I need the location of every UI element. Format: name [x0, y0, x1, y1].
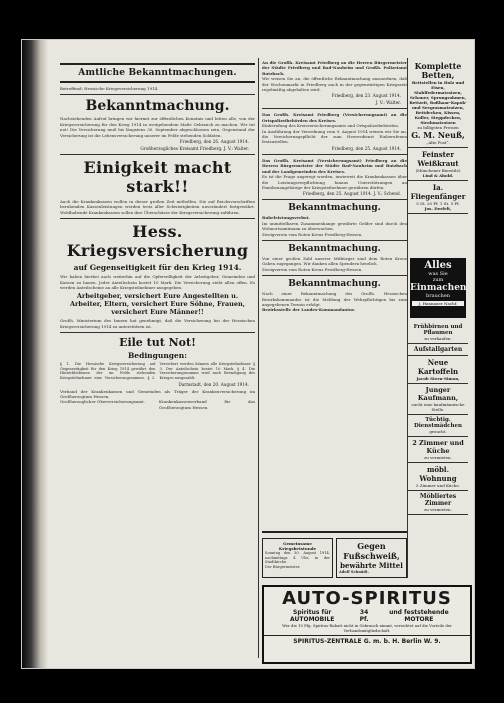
footer-signatory: Krankenkassenverband für das Großherzogtum Hessen. — [159, 399, 255, 410]
ad-title: AUTO-SPIRITUS — [282, 588, 452, 609]
ad-heading: Komplette Betten, — [414, 61, 462, 80]
notice-signature: Zweigverein vom Roten Kreuz Friedberg-Hessen. — [262, 266, 363, 272]
ad-company: Jacob Stern-Simon, — [416, 376, 460, 381]
ad-text: was Sie — [428, 271, 448, 277]
small-ads-row — [262, 528, 407, 583]
signature-date: Darmstadt, den 20. August 1914. — [178, 381, 249, 387]
heading-bekanntmachung: Bekanntmachung. — [288, 243, 381, 254]
ad-text: zum — [432, 277, 444, 283]
ad-kartoffeln — [408, 356, 468, 384]
ad-auto-spiritus — [262, 585, 472, 664]
ad-text: zu vermieten. — [424, 455, 452, 460]
appeal-text: Arbeitgeber, versichert Eure Angestellten u. Arbeiter, Eltern, versichert Eure Söhne, Frauen, versichert Eure Männer!! — [69, 292, 246, 317]
column-rule — [258, 58, 259, 658]
ad-heading: 2 Zimmer und Küche — [412, 439, 464, 455]
ad-heading: Aufstallgarten — [413, 346, 463, 353]
notice-heading: Das Großh. Kreisamt Friedberg (Versicherungsamt) an die Ortspolizeibehörden des Kreises. — [262, 112, 407, 123]
ad-text: zu verkaufen. — [424, 336, 452, 341]
subheading-gegenseitigkeit: auf Gegenseitigkeit für den Krieg 1914. — [73, 263, 242, 273]
divider — [60, 81, 255, 83]
ad-zimmer-kueche — [408, 437, 468, 463]
ad-heading: Ia. Fliegenfänger — [410, 183, 466, 201]
ad-subtext: Wer die 10 Pfg. Spiritus-Rabatt nicht in Gebrauch nimmt, verzichtet auf die Vorteile der Verbandsmitgliedschaft. — [282, 623, 452, 633]
signature-date: Friedberg, den 26. August 1914. — [179, 139, 249, 145]
ad-heading: Möbliertes Zimmer — [419, 493, 457, 507]
notice-text: Von einer großen Zahl unserer Mitbürger sind dem Roten Kreuz Gaben zugegangen. Wir danken allen Spendern herzlich. — [262, 255, 407, 267]
ad-company: Jos. Derfelt, — [424, 206, 452, 211]
footer-signatory: Großherzoglicher Oberversicherungsamt. — [60, 399, 145, 405]
ad-signature: Der Bürgermeister. — [265, 564, 301, 569]
notice-signature: Zweigverein vom Roten Kreuz Friedberg-Hessen. — [262, 231, 363, 237]
ad-text: (Münchener Bierstile) — [415, 168, 461, 173]
article-text: Großh. Ministerium des Innern hat genehmigt, daß die Versicherung bei der Hessischen Kriegsversicherung 1914 zu unterstützen ist. — [60, 318, 255, 329]
ad-heading: Alles — [424, 260, 452, 271]
heading-bedingungen: Bedingungen: — [127, 351, 188, 361]
ad-fussschweiss — [336, 538, 407, 578]
column-left — [60, 60, 255, 656]
heading-eile: Eile tut Not! — [119, 336, 196, 350]
notice-text: Nach einer Bekanntmachung des Großh. Hessischen Bezirkskommandos ist die Meldung der Wehrpflichtigen bis zum angegebenen Termin erfolgt. — [262, 291, 407, 307]
ad-signature: Adolf Schmidt. — [339, 570, 369, 574]
heading-kriegsversicherung: Hess. Kriegsversicherung — [66, 222, 249, 261]
small-ads — [262, 536, 407, 580]
signature-date: Friedberg, den 23. August 1914. — [331, 93, 401, 99]
ad-company: Lind & Abold. — [422, 173, 454, 178]
ad-heading: Neue Kartoffeln — [417, 358, 459, 376]
ad-text: 5 St. 20 Pf. 1 St. 5 Pf. — [416, 201, 460, 206]
notice-subheading: Ruheleistungsverbot. — [262, 215, 310, 221]
ad-kriegsbetstunde — [262, 538, 333, 578]
article-text: Nachstehenden Aufruf bringen wir hiermit zur öffentlichen Kenntnis und bitten alle, von der Kriegsversicherung für den Krieg 1914 in weitgehendem Maße Gebrauch zu machen. Wir tut not! Die Versicherung muß bis längstens 30. September abgeschlossen sein. Gegenstand der Versicherung ist die Lebensversicherung unserer im Felde stehenden Soldaten. — [60, 116, 255, 138]
heading-einigkeit: Einigkeit macht stark!! — [83, 158, 232, 197]
ad-betten — [408, 60, 468, 148]
footer-verband: Verband der Krankenkassen und Gemeinden als Träger der Krankenversicherung im Großherzogtum Hessen. — [60, 388, 255, 400]
ad-address: „Alte Post“. — [426, 140, 450, 145]
notice-signature: Bezirksstelle der Landes-Kommandantur. — [262, 307, 356, 313]
ad-text: sucht eine kaufmännische Stelle. — [411, 402, 465, 412]
heading-bekanntmachung: Bekanntmachung. — [85, 98, 230, 115]
divider — [60, 154, 255, 155]
notice-text: Wir weisen Sie an, die öffentliche Bekanntmachung anzuordnen, daß der Wochenmarkt in Friedberg auch in der gegenwärtigen Kriegszeit regelmäßig abgehalten wird. — [262, 76, 407, 93]
ad-heading: Tüchtig. Dienstmädchen — [413, 417, 463, 429]
ad-text: 5 Zimmer und Küche. — [416, 483, 460, 488]
ad-text: Sonntag den 30. August 1914, nachmittags 4 Uhr, in der Stadtkirche. — [265, 551, 330, 565]
signature-date: Friedberg, den 25. August 1914. J. V.: Schend. — [302, 191, 401, 197]
ad-weisskraut — [408, 148, 468, 181]
ad-heading: möbl. Wohnung — [419, 465, 457, 483]
ad-fruehbirnen — [408, 322, 468, 344]
column-middle — [262, 60, 407, 470]
ad-text: bewährte Mittel — [340, 561, 403, 570]
footer-signatories — [60, 399, 255, 410]
ad-company: J. Hannauer Nachf. — [412, 301, 464, 306]
ad-left-text: Spiritus für AUTOMOBILE — [290, 609, 335, 623]
ad-heading: Junger Kaufmann, — [417, 386, 459, 402]
ad-heading: Feinster Weißkraut — [417, 150, 459, 168]
divider — [262, 108, 407, 109]
ad-text: zu vermieten. — [424, 507, 452, 512]
ad-fliegenfaenger — [408, 181, 468, 214]
notice-text: Es ist die Frage angeregt worden, inwieweit die Krankenkassen über die Leistungsverpflichtung hinaus Unterstützungen an Familienangehörige der Kriegsteilnehmer gewähren dürfen. — [262, 174, 407, 190]
divider — [60, 63, 255, 65]
ad-heading: Frühbirnen und Pflaumen — [413, 324, 463, 336]
notice-text: In Ausführung der Verordnung vom 9. August 1914 weisen wir Sie an, die Versicherungspflicht der zum Heeresdienst Einberufenen festzustellen. — [262, 128, 407, 145]
subject-line: Betreffend: Hessische Kriegsversicherung 1914. — [60, 86, 159, 91]
divider — [262, 240, 407, 241]
divider — [262, 531, 407, 533]
column-ads-lower — [408, 322, 468, 582]
ad-note: zu billigsten Preisen — [417, 125, 459, 130]
ad-company: G. M. Neuß, — [411, 130, 465, 140]
divider — [60, 94, 255, 95]
conditions-text: § 1. Die Hessische Kriegsversicherung auf Gegenseitigkeit für den Krieg 1914 gewährt den Hinterbliebenen der im Felde stehenden Kriegsteilnehmer eine Versicherungssumme. § 2. Versichert werden können alle Kriegsteilnehmer. § 3. Der Anteilschein kostet 10 Mark. § 4. Die Versicherungssumme wird nach Beendigung des Krieges ausgezahlt. — [60, 362, 255, 381]
divider — [60, 218, 255, 219]
ad-heading: Einmachen — [410, 283, 467, 293]
ad-moebliertes-zimmer — [408, 491, 468, 515]
article-text: Auch die Krankenkassen wollen in dieser großen Zeit mithelfen. Die auf Reichsvorschriften beruhenden Kassenleistungen werden trotz aller Schwierigkeiten unverändert fortgewährt. Wohlhabende Krankenkassen sollen ihre Überschüsse der Kriegsversicherung zuführen. — [60, 199, 255, 215]
notice-heading: An die Großh. Kreisamt Friedberg an die Herren Bürgermeister der Städte Friedberg und Bad-Nauheim und Großh. Polizeiamt Butzbach. — [262, 60, 407, 76]
ad-price: 34 Pf. — [359, 609, 369, 623]
section-heading-amtliche: Amtliche Bekanntmachungen. — [78, 68, 237, 78]
ad-dienstmaedchen — [408, 415, 468, 437]
divider — [262, 199, 407, 200]
signature-authority: Großherzogliches Kreisamt Friedberg. J. V.: Walter. — [140, 146, 249, 152]
ad-footer: SPIRITUS-ZENTRALE G. m. b. H. Berlin W. 9. — [264, 635, 470, 645]
ad-moebl-wohnung — [408, 463, 468, 491]
ad-heading: Gemeinsame Kriegsbetstunde — [278, 541, 317, 551]
ad-kaufmann — [408, 384, 468, 415]
notice-text: Im unmittelbaren Zusammenhange gewährte Gelder sind durch den Wohnortsamtmann zu überwachen. — [262, 220, 407, 232]
ad-price-row — [264, 609, 470, 623]
ad-text: gesucht. — [429, 429, 447, 434]
page-gutter-shadow — [22, 40, 48, 668]
article-text: Wir haben hierbei auch weiterhin auf die Opferwilligkeit der Arbeitgeber, Gemeinden und Kassen zu bauen. Jeder Anteilschein kostet 10 Mark. Die Versicherung steht allen offen. Es werden Anteilscheine an alle Kriegsteilnehmer ausgegeben. — [60, 274, 255, 291]
signature-authority: J. V.: Walter. — [375, 100, 401, 106]
ad-aufstallgarten — [408, 344, 468, 356]
divider — [262, 154, 407, 155]
ad-right-text: und feststehende MOTORE — [389, 609, 449, 623]
heading-bekanntmachung: Bekanntmachung. — [288, 203, 381, 214]
divider — [262, 275, 407, 276]
ad-heading: Gegen Fußschweiß, — [343, 541, 400, 561]
ad-text: brauchen — [426, 293, 450, 299]
heading-bekanntmachung: Bekanntmachung. — [288, 279, 381, 290]
divider — [60, 332, 255, 333]
notice-heading: Das Großh. Kreisamt (Versicherungsamt) Friedberg an die Herren Bürgermeister der Städte Bad-Nauheim und Butzbach und der Landgemeinden des Kreises. — [262, 157, 407, 174]
ad-text: Bettstellen in Holz und Eisen, Stahlfedermatratzen, Schoner, Sprungrahmen, Bettzeit, Roßhaar-Kapok- und Seegrasmatratzen, Bettdecken, Kissen, Koller, Steppdecken, Strohmatratzen — [409, 80, 467, 125]
notice-subheading: Einberufung des Kreisversicherungsamts und Ortspolizeibehörden. — [262, 123, 400, 129]
ad-einmachen — [410, 258, 466, 318]
signature-date: Friedberg, den 25. August 1914. — [331, 145, 401, 151]
